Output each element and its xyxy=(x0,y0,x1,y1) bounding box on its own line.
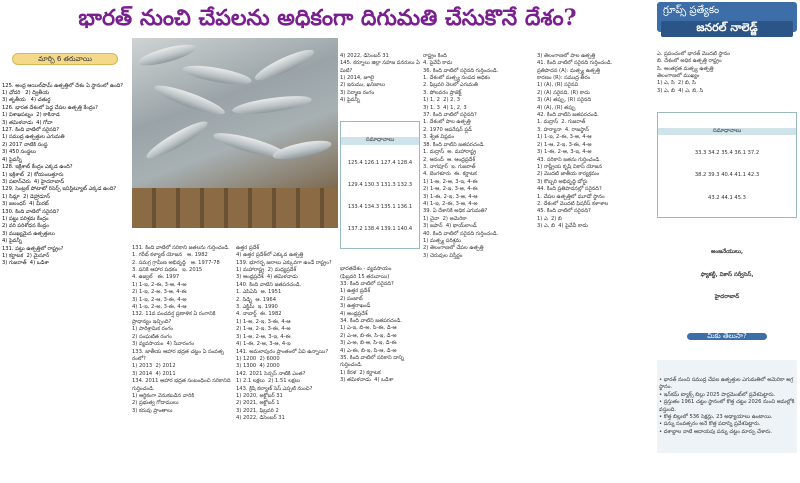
answers-row: 33.3 34.2 35.4 36.1 37.2 xyxy=(694,150,760,157)
answers-row: 125.4 126.1 127.4 128.4 xyxy=(347,159,413,166)
answers-title: సమాధానాలు xyxy=(341,137,419,144)
wooden-crate xyxy=(132,188,338,228)
section-tag xyxy=(657,2,797,32)
column-5 xyxy=(537,38,652,481)
column-2 xyxy=(132,230,232,481)
column-1 xyxy=(2,38,128,481)
fish-shape xyxy=(271,137,333,163)
tag-general-knowledge: జనరల్ నాలెడ్జ్ xyxy=(661,21,793,37)
questions-text: ఎ. ప్రపంచంలో భారత్ మొదటి స్థానం బి. దేశంలో అధిక ఉత్పత్తి రాష్ట్రం సి. అంతర్గత మత్స్య ఉత్పత్తి తెలంగాణలో ముఖ్యం 1) ఎ, సి 2) బి, సి 3) ఎ, బి 4) ఎ, బి, సి xyxy=(657,50,730,94)
answers-row: 137.2 138.4 139.1 140.4 xyxy=(347,226,413,233)
page-title: భారత్ నుంచి చేపలను అధికంగా దిగుమతి చేసుకొనే దేశం? xyxy=(78,5,577,31)
answers-row: 38.2 39.3 40.4 41.1 42.3 xyxy=(694,172,760,179)
questions-text: రాష్ట్రం కింది 4. పైవేవీ కాదు 36. కింది వాటిలో సరైనది గుర్తించండి. 1. దేశంలో మత్స్య సంపద అధికం 2. ఫిబ్రవరి నెలలో ఎగుమతి 3. పోలవరం ప్రాజెక్ట్ 1) 1, 2 2) 2, 3 3) 1, 3 4) 1, 2, 3 37. కింది వాటిలో సరైనది? 1. దేశంలో పాల ఉత్పత్తి 2. 1970 ఆపరేషన్ ఫ్లడ్ 3. శ్వేత విప్లవం 38. కింది వాటిని జతపరచండి. 1. మద్రాస్ అ. మహారాష్ట్ర 2. ఆనంద్ ఆ. ఆంధ్రప్రదేశ్ 3. నాగపూర్ ఇ. గుజరాత్ 4. బెంగళూరు ఈ. కర్ణాటక 1) 1-అ, 2-ఆ, 3-ఇ, 4-ఈ 2) 1-ఆ, 2-ఇ, 3-అ, 4-ఈ 3) 1-ఈ, 2-ఇ, 3-అ, 4-ఆ 4) 1-ఇ, 2-ఈ, 3-ఆ, 4-అ 39. ఏ దేశానికి అధిక ఎగుమతి? 1) చైనా 2) అమెరికా 3) జపాన్ 4) థాయ్‌లాండ్ 40. కింది వాటిలో సరైనది గుర్తించండి. 1) మత్స్య పరిశ్రమ 2) తెలంగాణలో చేపల ఉత్పత్తి 3) చెరువుల విస్తీర్ణం xyxy=(423,52,499,259)
column-3 xyxy=(340,38,420,481)
fish-shape xyxy=(152,81,227,120)
author-role: ఫ్యాకల్టీ, వికాస్ సర్వీసెస్, xyxy=(700,271,754,278)
column-2b xyxy=(236,230,340,481)
did-you-know-box xyxy=(657,360,797,453)
questions-text: ఉత్తర ప్రదేశ్ 4) ఉత్తర ప్రదేశ్‌లో ఎక్కువ ఉత్పత్తి 139. భూగర్భ జలాలు ఎక్కువగా ఉండే రాష్ట్రం? 1) మహారాష్ట్ర 2) మధ్యప్రదేశ్ 3) ఆంధ్రప్రదేశ్ 4) తమిళనాడు 140. కింది వాటిని జతపరచండి. 1. ఎపిఏసి అ. 1951 2. సిడ్బి ఆ. 1964 3. ఎక్జిమ్ ఇ. 1990 4. నాబార్డ్ ఈ. 1982 1) 1-అ, 2-ఇ, 3-ఈ, 4-ఆ 2) 1-ఆ, 2-ఇ, 3-ఈ, 4-అ 3) 1-అ, 2-ఆ, 3-ఇ, 4-ఈ 4) 1-ఈ, 2-అ, 3-ఆ, 4-ఇ 141. అమలాపురం ప్రాంతంలో ఏవి ఉన్నాయి? 1) 1200 2) 6000 3) 1300 4) 2000 142. 2021 సెన్సస్ నాటికి ఎంత? 1) 2.1 లక్షలు 2) 1.51 లక్షలు 143. క్రిషి కల్యాణ్ సెస్ ఎప్పటి నుంచి? 1) 2020, అక్టోబర్ 31 2) 2021, అక్టోబర్ 1 3) 2021, ఫిబ్రవరి 2 4) 2022, డిసెంబర్ 31 xyxy=(236,244,332,422)
author-byline xyxy=(657,235,797,316)
questions-text: 131. కింది వాటిలో సరికాని జతలను గుర్తించండి. 1. గరీబ్ కళ్యాణ్ యోజన అ. 1982 2. సమగ్ర గ్రామీణ అభివృద్ధి ఆ. 1977-78 3. పనికి ఆహార పథకం ఇ. 2015 4. ఉజ్వల్ ఈ. 1997 1) 1-ఇ, 2-ఈ, 3-ఆ, 4-అ 2) 1-ఇ, 2-అ, 3-ఆ, 4-ఈ 3) 1-ఇ, 2-ఆ, 3-ఈ, 4-అ 4) 1-ఇ, 2-అ, 3-ఈ, 4-ఆ 132. 11వ పంచవర్ష ప్రణాళిక ఏ రంగానికి ప్రాధాన్యం ఇచ్చింది? 1) పారిశ్రామిక రంగం 2) సంఘటిత రంగం 3) వ్యవసాయం 4) సేవారంగం 133. జాతీయ ఆహార భద్రత చట్టం ఏ సంవత్సరంలో? 1) 2013 2) 2012 3) 2014 4) 2011 134. 2011 ఆహార భద్రత సంబంధించి సరికానిది గుర్తించండి. 1) ఆర్థికంగా వెనుకబడిన వారికి 2) ప్రభుత్వ గోదాములు 3) కరువు ప్రాంతాలు xyxy=(132,244,231,414)
questions-text: భారతదేశం - వ్యవసాయం (ఫిబ్రవరి 15 తరువాయి) 33. కింది వాటిలో సరైనది? 1) ఉత్తర ప్రదేశ్ 2) పంజాబ్ 3) ఉత్తరాఖండ్ 4) అంధ్రప్రదేశ్ 34. కింది వాటిని జతపరచండి. 1) ఎ-ఇ, బి-అ, సి-ఈ, డి-ఆ 2) ఎ-ఆ, బి-ఈ, సి-ఇ, డి-అ 3) ఎ-అ, బి-ఆ, సి-ఇ, డి-ఈ 4) ఎ-ఈ, బి-ఇ, సి-ఆ, డి-అ 35. కింది వాటిలో సరికాని దాన్ని గుర్తించండి. 1) కేరళ 2) కర్ణాటక 3) తమిళనాడు 4) ఒడిశా xyxy=(340,266,404,384)
fish-photo xyxy=(132,38,338,228)
answers-table xyxy=(340,121,420,249)
questions-text: 125. అంధ్ర ఆయిల్‌పామ్ ఉత్పత్తిలో దేశం ఏ స్థానంలో ఉంది? 1) ఛోదరి 2) ద్వితీయ 3) తృతీయ 4) చతుర్థ 126. భారత దేశంలో పెద్ద చేపల ఉత్పత్తి కేంద్రం? 1) విశాఖపట్నం 2) కాకినాడ 3) తమిళనాడు 4) గోవా 127. కింది వాటిలో సరైనది? 1) సముద్ర ఉత్పత్తుల ఎగుమతి 2) 2017 నాటికి సంస్థ 3) 450 సంస్థలు 4) పైవన్నీ 128. ఇక్రిశాట్ కేంద్రం ఎక్కడ ఉంది? 1) ఇక్రిశాట్ 2) కోయంబత్తూరు 3) పటాన్‌చెరు 4) హైదరాబాద్ 129. సెంట్రల్ పోటాటో రిసెర్చ్ ఇనిస్టిట్యూట్ ఎక్కడ ఉంది? 1) సిమ్లా 2) డెహ్రాడూన్ 3) జలంధర్ 4) మీరట్ 130. కింది వాటిలో సరైనది? 1) పట్టు పరిశ్రమ కేంద్రం 2) వరి పరిశోధన కేంద్రం 3) ముఖ్యమైన ఉత్పత్తులు 4) పైవన్నీ 131. పట్టు ఉత్పత్తిలో రాష్ట్రం? 1) కర్ణాటక 2) మైసూర్ 3) గుజరాత్ 4) ఒడిశా xyxy=(2,82,124,267)
tag-groups-special: గ్రూప్స్ ప్రత్యేకం xyxy=(663,5,720,16)
author-name: అంజనేయులు, xyxy=(711,249,743,256)
answers-title: సమాధానాలు xyxy=(658,128,796,135)
fish-shape xyxy=(181,62,252,88)
answers-row: 129.4 130.3 131.3 132.3 xyxy=(347,181,413,188)
did-you-know-heading: మీకు తెలుసా? xyxy=(687,333,767,340)
column-4 xyxy=(423,38,533,481)
answers-row: 133.4 134.3 135.1 136.1 xyxy=(347,203,413,210)
fish-shape xyxy=(231,93,312,118)
fish-shape xyxy=(252,45,317,85)
continuation-badge: మార్చి 6 తరువాయి xyxy=(12,53,118,65)
questions-text: 3) తెలంగాణలో పాల ఉత్పత్తి 41. కింది వాటిలో సరైనది గుర్తించండి. ప్రతిపాదన (A): మత్స్య ఉత్పత్తి కారణం (R): సముద్ర తీరం 1) (A), (R) సరైనవి 2) (A) సరైనది, (R) కాదు 3) (A) తప్పు, (R) సరైనది 4) (A), (R) తప్పు 42. కింది వాటిని జతపరచండి. 1. మద్రాస్ 2. గుజరాత్ 3. హర్యానా 4. రాజస్థాన్ 1) 1-ఇ, 2-ఈ, 3-అ, 4-ఆ 2) 1-ఆ, 2-ఇ, 3-ఈ, 4-అ 3) 1-ఈ, 2-ఆ, 3-ఇ, 4-అ 43. సరికాని జతను గుర్తించండి. 1) రాష్ట్రీయ కృషి వికాస్ యోజన 2) మొదటి జాతీయ కార్యక్రమం 3) కొబ్బరి అభివృద్ధి బోర్డు 44. కింది ప్రతిపాదనల్లో సరైనది? 1. చేపల ఉత్పత్తిలో మూడో స్థానం 2. దేశంలో మొదటి ఫిషరీస్ కళాశాల 45. కింది వాటిలో సరైనది? 1) ఎ 2) బి 3) ఎ, బి 4) పైవేవీ కాదు xyxy=(537,52,613,230)
author-city: హైదరాబాద్ xyxy=(714,293,740,300)
column-6 xyxy=(657,36,797,481)
questions-text: 4) 2022, డిసెంబర్ 31 145. కర్నూలు జిల్లా సహజ వనరులు ఏమిటి? 1) 2014, జూలై 2) ఇనుము, ఖనిజాలు 3) నిర్మాణ రంగం 4) పైవన్నీ xyxy=(340,52,420,104)
facts-text: • భారత్ నుంచి సముద్ర చేపల ఉత్పత్తుల ఎగుమతిలో అమెరికా అగ్రస్థానం. • ఇన్‌కమ్ ట్యాక్స్ బిల్లు 2025 పార్లమెంట్‌లో ప్రవేశపెట్టారు. • ప్రస్తుతం 1961 చట్టం స్థానంలో కొత్త చట్టం 2026 నుంచి అమల్లోకి వస్తుంది. • కొత్త బిల్లులో 536 సెక్షన్లు, 23 అధ్యాయాలు ఉంటాయి. • పన్ను సంవత్సరం అనే కొత్త పదాన్ని ప్రవేశపెట్టారు. • దశాబ్దాల నాటి ఆదాయపు పన్ను చట్టం మార్పు చేశారు. xyxy=(659,376,795,435)
answers-table xyxy=(657,112,797,218)
fish-shape xyxy=(143,116,211,163)
answers-row: 43.2 44.1 45.3 xyxy=(708,194,746,201)
